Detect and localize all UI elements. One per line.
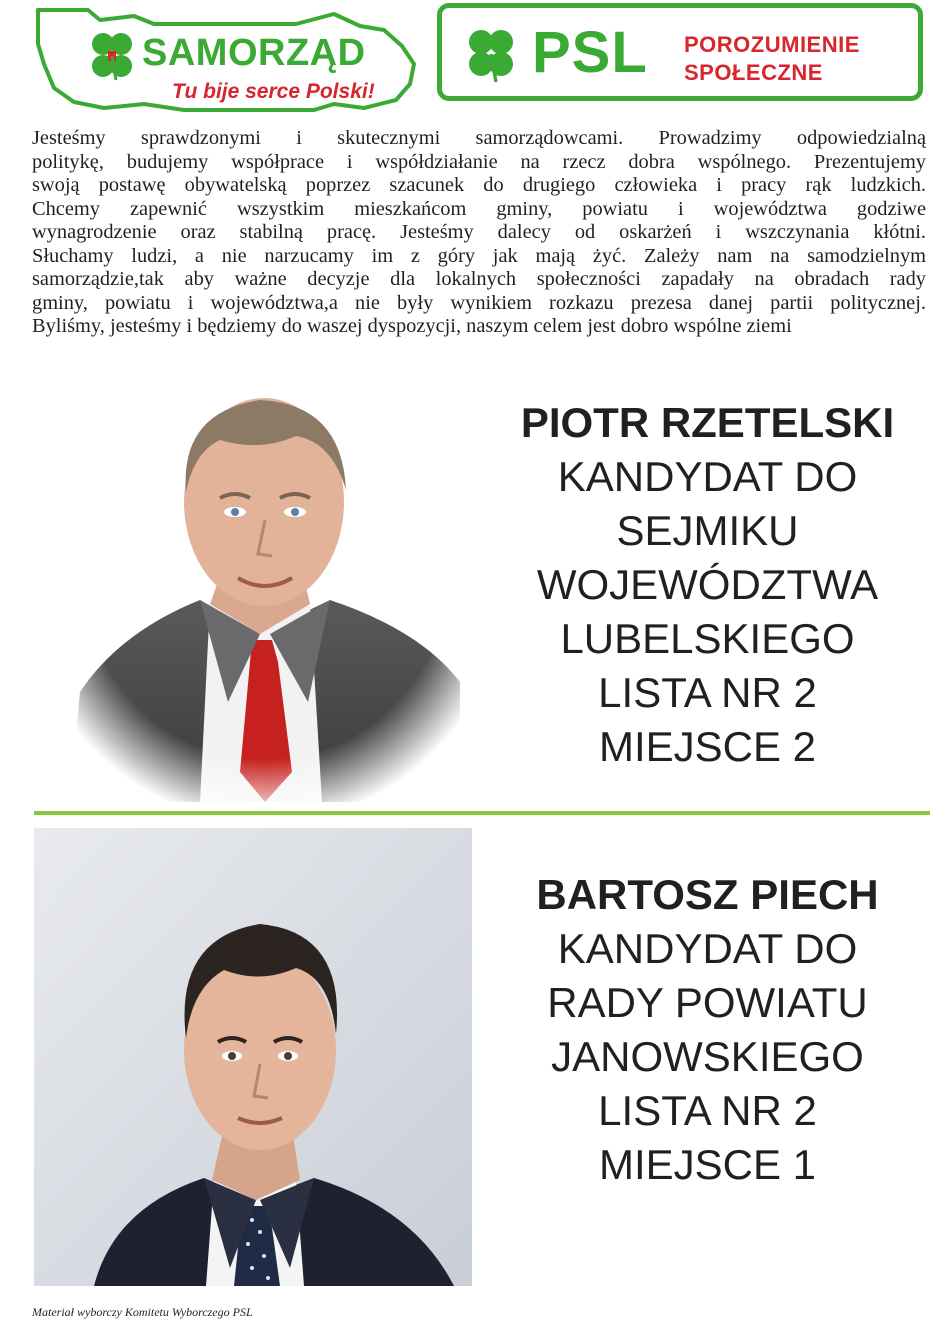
candidate-1-name: PIOTR RZETELSKI — [520, 399, 895, 446]
candidate-1-line: KANDYDAT DO — [557, 453, 858, 500]
candidate-1-line: MIEJSCE 2 — [598, 723, 817, 770]
candidate-2-line: MIEJSCE 1 — [598, 1141, 817, 1188]
candidate-1-photo — [60, 372, 470, 802]
candidate-1-line: LUBELSKIEGO — [560, 615, 855, 662]
four-leaf-clover-icon — [86, 30, 138, 82]
psl-logo — [437, 3, 923, 101]
samorzad-slogan: Tu bije serce Polski! — [172, 80, 375, 103]
intro-line: Byliśmy, jesteśmy i będziemy do waszej dyspozycji, naszym celem jest dobro wspólne ziemi — [32, 315, 792, 337]
intro-line: swoją postawę obywatelską poprzez szacunek do drugiego człowieka i pracy rąk ludzkich. — [32, 174, 926, 196]
intro-line: Słuchamy ludzi, a nie narzucamy im z góry jak mają żyć. Zależy nam na samodzielnym — [32, 244, 926, 267]
psl-subtitle — [684, 31, 860, 87]
intro-line: Chcemy zapewnić wszystkim mieszkańcom gminy, powiatu i województwa godziwe — [32, 197, 926, 220]
intro-line: gminy, powiatu i województwa,a nie były wynikiem rozkazu prezesa danej partii politycznej. — [32, 291, 926, 314]
candidate-2-info — [480, 868, 935, 1192]
psl-subtitle-line1: POROZUMIENIE — [684, 32, 860, 57]
intro-line: wynagrodzenie oraz stabilną pracę. Jesteśmy dalecy od oskarżeń i wszczynania kłótni. — [32, 221, 926, 243]
section-divider — [34, 811, 930, 815]
intro-line: samorządzie,tak aby ważne decyzje dla lokalnych społeczności zapadały na obradach rady — [32, 268, 926, 290]
psl-subtitle-line2: SPOŁECZNE — [684, 60, 823, 85]
candidate-1-line: WOJEWÓDZTWA — [536, 561, 879, 608]
candidate-2-line: LISTA NR 2 — [598, 1087, 817, 1134]
candidate-2-name: BARTOSZ PIECH — [536, 871, 879, 918]
candidate-2-line: RADY POWIATU — [547, 979, 868, 1026]
intro-paragraph — [32, 127, 926, 339]
candidate-1-info — [480, 396, 935, 774]
candidate-2-line: KANDYDAT DO — [557, 925, 858, 972]
candidate-1-line: LISTA NR 2 — [598, 669, 817, 716]
psl-name: PSL — [532, 20, 648, 85]
four-leaf-clover-icon — [462, 26, 520, 84]
candidate-2-photo — [34, 828, 472, 1286]
candidate-1-line: SEJMIKU — [616, 507, 799, 554]
intro-line: Jesteśmy sprawdzonymi i skutecznymi samorządowcami. Prowadzimy odpowiedzialną — [32, 127, 926, 149]
samorzad-title: SAMORZĄD — [142, 32, 366, 74]
candidate-2-line: JANOWSKIEGO — [551, 1033, 864, 1080]
intro-line: politykę, budujemy współprace i współdziałanie na rzecz dobra wspólnego. Prezentujemy — [32, 150, 926, 173]
footer-note: Materiał wyborczy Komitetu Wyborczego PSL — [32, 1305, 253, 1319]
samorzad-logo — [34, 4, 422, 112]
